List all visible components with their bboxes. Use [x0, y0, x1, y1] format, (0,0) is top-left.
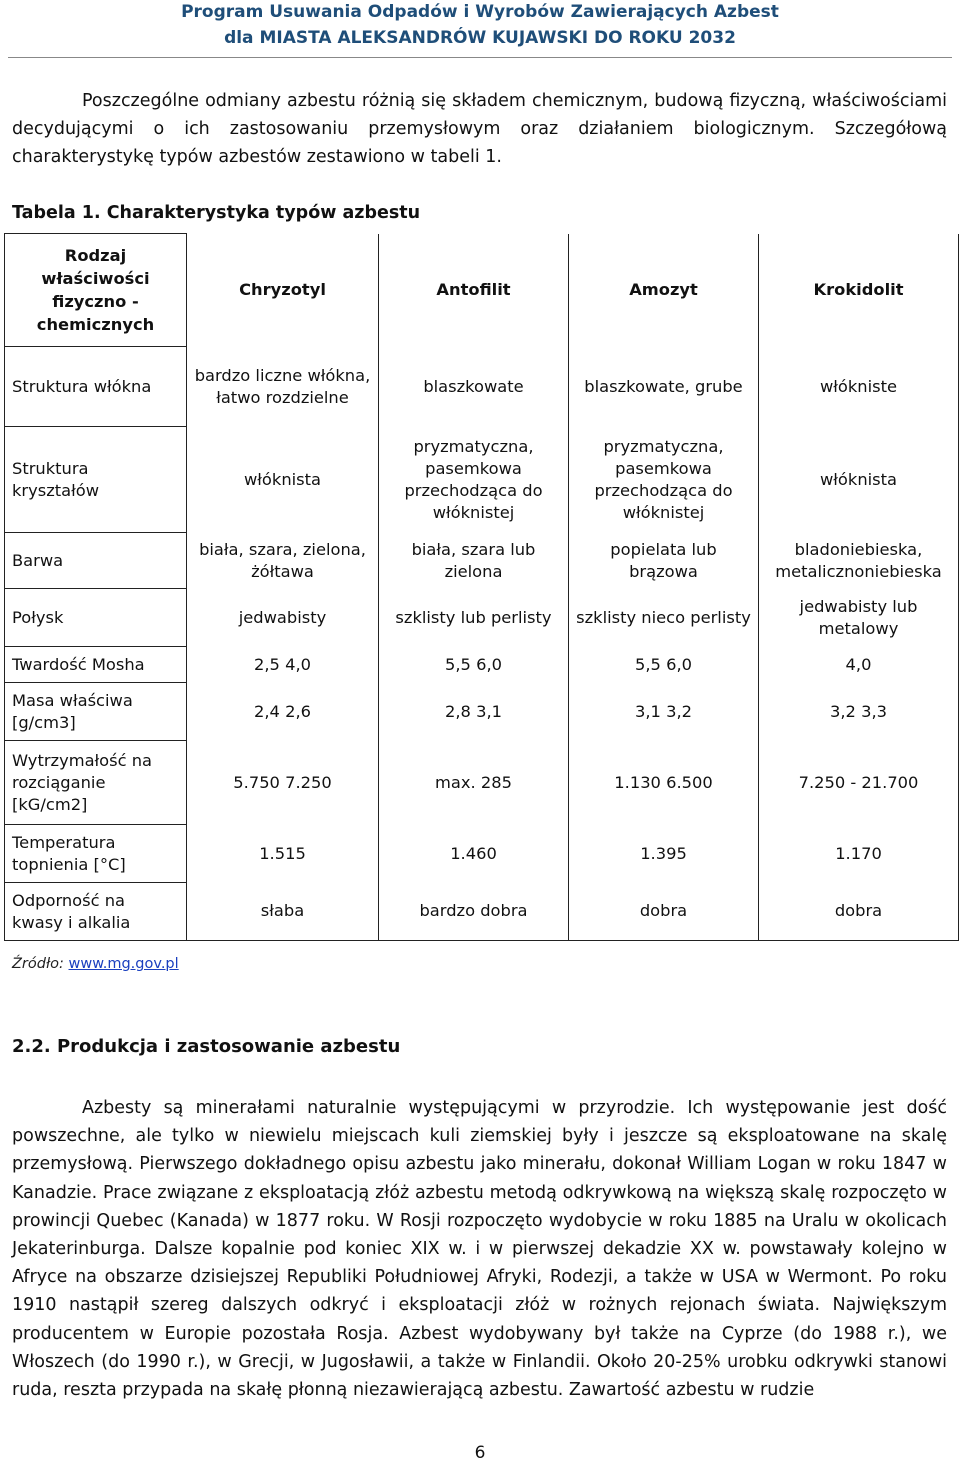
- table-row: [5, 533, 959, 589]
- header-cell: Antofilit: [379, 234, 569, 347]
- table-cell: 4,0: [759, 647, 959, 683]
- table-row: [5, 647, 959, 683]
- row-label: Połysk: [5, 589, 187, 647]
- table-cell: 5.750 7.250: [187, 741, 379, 825]
- row-label: Wytrzymałość na rozciąganie [kG/cm2]: [5, 741, 187, 825]
- table-cell: szklisty lub perlisty: [379, 589, 569, 647]
- table-cell: blaszkowate, grube: [569, 347, 759, 427]
- table-cell: dobra: [759, 883, 959, 941]
- table-cell: bladoniebieska, metalicznoniebieska: [759, 533, 959, 589]
- table-cell: dobra: [569, 883, 759, 941]
- table-cell: jedwabisty: [187, 589, 379, 647]
- table-row: [5, 589, 959, 647]
- table-cell: 1.460: [379, 825, 569, 883]
- table-cell: 3,1 3,2: [569, 683, 759, 741]
- table-cell: pryzmatyczna, pasemkowa przechodząca do włóknistej: [379, 427, 569, 533]
- asbestos-characteristics-table: [4, 233, 959, 941]
- table-row: [5, 825, 959, 883]
- row-label: Struktura kryształów: [5, 427, 187, 533]
- table-cell: włókniste: [759, 347, 959, 427]
- row-label: Twardość Mosha: [5, 647, 187, 683]
- header-cell: Amozyt: [569, 234, 759, 347]
- intro-paragraph: [12, 87, 947, 171]
- table-cell: max. 285: [379, 741, 569, 825]
- row-label: Struktura włókna: [5, 347, 187, 427]
- page-number: 6: [474, 1443, 486, 1463]
- table-cell: szklisty nieco perlisty: [569, 589, 759, 647]
- table-cell: biała, szara, zielona, żółtawa: [187, 533, 379, 589]
- row-label: Temperatura topnienia [°C]: [5, 825, 187, 883]
- table-cell: 2,8 3,1: [379, 683, 569, 741]
- header-subtitle: dla MIASTA ALEKSANDRÓW KUJAWSKI DO ROKU 2032: [224, 28, 736, 48]
- table-cell: 7.250 - 21.700: [759, 741, 959, 825]
- source-link[interactable]: www.mg.gov.pl: [68, 956, 179, 972]
- section-heading: 2.2. Produkcja i zastosowanie azbestu: [12, 1036, 401, 1057]
- table-source: [12, 956, 179, 972]
- body-paragraph: [12, 1094, 947, 1404]
- table-cell: 2,4 2,6: [187, 683, 379, 741]
- table-cell: bardzo liczne włókna, łatwo rozdzielne: [187, 347, 379, 427]
- header-divider: [8, 57, 952, 58]
- source-label: Źródło:: [12, 956, 64, 972]
- table-cell: włóknista: [187, 427, 379, 533]
- table-cell: 1.130 6.500: [569, 741, 759, 825]
- table-cell: włóknista: [759, 427, 959, 533]
- table-header-row: [5, 234, 959, 347]
- table-cell: 1.170: [759, 825, 959, 883]
- table-cell: bardzo dobra: [379, 883, 569, 941]
- header-cell: Krokidolit: [759, 234, 959, 347]
- table-row: [5, 683, 959, 741]
- table-row: [5, 741, 959, 825]
- header-title: Program Usuwania Odpadów i Wyrobów Zawierających Azbest: [181, 2, 779, 22]
- table-row: [5, 883, 959, 941]
- table-cell: 1.515: [187, 825, 379, 883]
- header-cell: Chryzotyl: [187, 234, 379, 347]
- table-cell: pryzmatyczna, pasemkowa przechodząca do włóknistej: [569, 427, 759, 533]
- row-label: Odporność na kwasy i alkalia: [5, 883, 187, 941]
- table-cell: popielata lub brązowa: [569, 533, 759, 589]
- intro-text: Poszczególne odmiany azbestu różnią się składem chemicznym, budową fizyczną, właściwościami decydującymi o ich zastosowaniu przemysłowym oraz działaniem biologicznym. Szczegółową charakterystykę typów azbestów zestawiono w tabeli 1.: [12, 91, 947, 167]
- table-cell: jedwabisty lub metalowy: [759, 589, 959, 647]
- table-cell: 5,5 6,0: [569, 647, 759, 683]
- table-cell: 5,5 6,0: [379, 647, 569, 683]
- table-cell: 2,5 4,0: [187, 647, 379, 683]
- table-row: [5, 347, 959, 427]
- table-cell: blaszkowate: [379, 347, 569, 427]
- table-row: [5, 427, 959, 533]
- table-caption: Tabela 1. Charakterystyka typów azbestu: [12, 203, 421, 223]
- table-cell: 3,2 3,3: [759, 683, 959, 741]
- body-text: Azbesty są minerałami naturalnie występującymi w przyrodzie. Ich występowanie jest dość powszechne, ale tylko w niewielu miejscach kuli ziemskiej były i jeszcze są eksploatowane na skalę przemysłową. Pierwszego dokładnego opisu azbestu jako minerału, dokonał William Logan w roku 1847 w Kanadzie. Prace związane z eksploatacją złóż azbestu metodą odkrywkową na większą skalę rozpoczęto w prowincji Quebec (Kanada) w 1877 roku. W Rosji rozpoczęto wydobycie w roku 1885 na Uralu w okolicach Jekaterinburga. Dalsze kopalnie pod koniec XIX w. i w pierwszej dekadzie XX w. powstawały kolejno w Afryce na obszarze dzisiejszej Republiki Południowej Afryki, Rodezji, a także w USA w Wermont. Po roku 1910 nastąpił szereg dalszych odkryć i eksploatacji złóż w rożnych rejonach świata. Największym producentem w Europie pozostała Rosja. Azbest wydobywany był także na Cyprze (do 1988 r.), we Włoszech (do 1990 r.), w Grecji, w Jugosławii, a także w Finlandii. Około 20-25% urobku odkrywki stanowi ruda, reszta przypada na skałę płonną niezawierającą azbestu. Zawartość azbestu w rudzie: [12, 1098, 947, 1401]
- header-cell: Rodzaj właściwości fizyczno - chemicznych: [5, 234, 187, 347]
- table-cell: 1.395: [569, 825, 759, 883]
- table-cell: biała, szara lub zielona: [379, 533, 569, 589]
- row-label: Barwa: [5, 533, 187, 589]
- table-cell: słaba: [187, 883, 379, 941]
- row-label: Masa właściwa [g/cm3]: [5, 683, 187, 741]
